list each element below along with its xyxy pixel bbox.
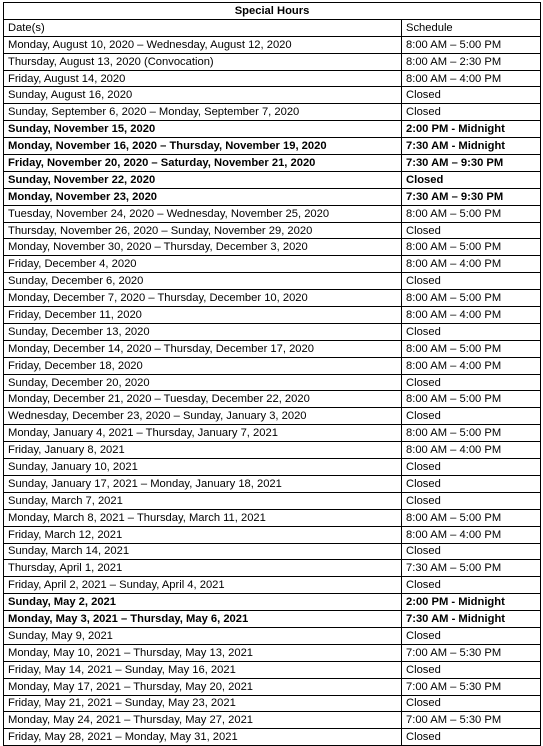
table-row: [4, 627, 541, 644]
schedule-cell: 8:00 AM – 2:30 PM: [402, 53, 541, 70]
schedule-cell: 8:00 AM – 4:00 PM: [402, 307, 541, 324]
schedule-cell: 8:00 AM – 5:00 PM: [402, 509, 541, 526]
table-row: [4, 290, 541, 307]
table-row: [4, 155, 541, 172]
table-title-row: [4, 3, 541, 20]
date-cell: Monday, August 10, 2020 – Wednesday, August 12, 2020: [4, 36, 402, 53]
table-row: [4, 526, 541, 543]
schedule-cell: 7:00 AM – 5:30 PM: [402, 712, 541, 729]
schedule-cell: 2:00 PM - Midnight: [402, 594, 541, 611]
date-cell: Sunday, May 9, 2021: [4, 627, 402, 644]
table-row: [4, 543, 541, 560]
table-row: [4, 188, 541, 205]
date-cell: Sunday, March 14, 2021: [4, 543, 402, 560]
table-row: [4, 87, 541, 104]
schedule-cell: Closed: [402, 273, 541, 290]
table-row: [4, 611, 541, 628]
table-row: [4, 53, 541, 70]
schedule-cell: 8:00 AM – 4:00 PM: [402, 526, 541, 543]
schedule-cell: 8:00 AM – 5:00 PM: [402, 36, 541, 53]
schedule-cell: Closed: [402, 408, 541, 425]
schedule-cell: 8:00 AM – 5:00 PM: [402, 205, 541, 222]
date-cell: Sunday, May 2, 2021: [4, 594, 402, 611]
schedule-cell: Closed: [402, 661, 541, 678]
special-hours-table: [3, 2, 541, 746]
schedule-cell: 8:00 AM – 5:00 PM: [402, 340, 541, 357]
schedule-cell: Closed: [402, 577, 541, 594]
schedule-cell: 8:00 AM – 5:00 PM: [402, 290, 541, 307]
table-body: [4, 36, 541, 745]
date-cell: Monday, December 21, 2020 – Tuesday, December 22, 2020: [4, 391, 402, 408]
date-cell: Sunday, January 10, 2021: [4, 459, 402, 476]
date-cell: Friday, December 18, 2020: [4, 357, 402, 374]
date-cell: Monday, November 30, 2020 – Thursday, December 3, 2020: [4, 239, 402, 256]
table-row: [4, 138, 541, 155]
table-row: [4, 408, 541, 425]
date-cell: Monday, December 14, 2020 – Thursday, December 17, 2020: [4, 340, 402, 357]
table-row: [4, 442, 541, 459]
schedule-cell: Closed: [402, 323, 541, 340]
date-cell: Friday, August 14, 2020: [4, 70, 402, 87]
date-cell: Friday, November 20, 2020 – Saturday, November 21, 2020: [4, 155, 402, 172]
date-cell: Friday, December 11, 2020: [4, 307, 402, 324]
schedule-cell: 8:00 AM – 5:00 PM: [402, 391, 541, 408]
schedule-cell: Closed: [402, 492, 541, 509]
table-row: [4, 577, 541, 594]
schedule-cell: 7:00 AM – 5:30 PM: [402, 678, 541, 695]
schedule-cell: Closed: [402, 222, 541, 239]
date-cell: Friday, December 4, 2020: [4, 256, 402, 273]
table-row: [4, 459, 541, 476]
date-cell: Monday, January 4, 2021 – Thursday, January 7, 2021: [4, 425, 402, 442]
date-cell: Monday, November 23, 2020: [4, 188, 402, 205]
table-row: [4, 121, 541, 138]
table-row: [4, 644, 541, 661]
table-row: [4, 374, 541, 391]
table-row: [4, 340, 541, 357]
date-cell: Monday, May 10, 2021 – Thursday, May 13, 2021: [4, 644, 402, 661]
schedule-cell: 8:00 AM – 5:00 PM: [402, 425, 541, 442]
schedule-cell: 8:00 AM – 4:00 PM: [402, 256, 541, 273]
date-cell: Friday, March 12, 2021: [4, 526, 402, 543]
table-row: [4, 425, 541, 442]
table-row: [4, 323, 541, 340]
table-row: [4, 222, 541, 239]
schedule-cell: 7:30 AM – 5:00 PM: [402, 560, 541, 577]
table-header-row: [4, 19, 541, 36]
date-cell: Wednesday, December 23, 2020 – Sunday, January 3, 2020: [4, 408, 402, 425]
date-cell: Sunday, August 16, 2020: [4, 87, 402, 104]
table-row: [4, 594, 541, 611]
schedule-cell: 7:30 AM - Midnight: [402, 138, 541, 155]
schedule-cell: 7:30 AM - Midnight: [402, 611, 541, 628]
column-header-schedule: Schedule: [402, 19, 541, 36]
date-cell: Friday, May 14, 2021 – Sunday, May 16, 2021: [4, 661, 402, 678]
date-cell: Monday, March 8, 2021 – Thursday, March 11, 2021: [4, 509, 402, 526]
date-cell: Friday, May 21, 2021 – Sunday, May 23, 2021: [4, 695, 402, 712]
table-row: [4, 70, 541, 87]
table-row: [4, 273, 541, 290]
schedule-cell: Closed: [402, 627, 541, 644]
table-row: [4, 357, 541, 374]
schedule-cell: Closed: [402, 695, 541, 712]
schedule-cell: 2:00 PM - Midnight: [402, 121, 541, 138]
date-cell: Sunday, December 6, 2020: [4, 273, 402, 290]
table-row: [4, 171, 541, 188]
schedule-cell: Closed: [402, 459, 541, 476]
date-cell: Monday, May 17, 2021 – Thursday, May 20, 2021: [4, 678, 402, 695]
schedule-cell: Closed: [402, 729, 541, 746]
date-cell: Thursday, November 26, 2020 – Sunday, November 29, 2020: [4, 222, 402, 239]
schedule-cell: Closed: [402, 475, 541, 492]
date-cell: Sunday, November 15, 2020: [4, 121, 402, 138]
schedule-cell: 7:00 AM – 5:30 PM: [402, 644, 541, 661]
table-row: [4, 695, 541, 712]
schedule-cell: Closed: [402, 543, 541, 560]
date-cell: Sunday, March 7, 2021: [4, 492, 402, 509]
table-row: [4, 729, 541, 746]
table-row: [4, 509, 541, 526]
table-row: [4, 205, 541, 222]
table-row: [4, 678, 541, 695]
table-row: [4, 307, 541, 324]
table-title: Special Hours: [4, 3, 541, 20]
schedule-cell: Closed: [402, 104, 541, 121]
schedule-cell: Closed: [402, 374, 541, 391]
date-cell: Tuesday, November 24, 2020 – Wednesday, November 25, 2020: [4, 205, 402, 222]
date-cell: Sunday, December 13, 2020: [4, 323, 402, 340]
date-cell: Monday, December 7, 2020 – Thursday, December 10, 2020: [4, 290, 402, 307]
schedule-cell: Closed: [402, 171, 541, 188]
date-cell: Friday, May 28, 2021 – Monday, May 31, 2021: [4, 729, 402, 746]
date-cell: Monday, November 16, 2020 – Thursday, November 19, 2020: [4, 138, 402, 155]
date-cell: Sunday, January 17, 2021 – Monday, January 18, 2021: [4, 475, 402, 492]
date-cell: Thursday, August 13, 2020 (Convocation): [4, 53, 402, 70]
date-cell: Friday, January 8, 2021: [4, 442, 402, 459]
table-row: [4, 256, 541, 273]
schedule-cell: Closed: [402, 87, 541, 104]
table-row: [4, 661, 541, 678]
table-row: [4, 560, 541, 577]
schedule-cell: 7:30 AM – 9:30 PM: [402, 155, 541, 172]
date-cell: Sunday, December 20, 2020: [4, 374, 402, 391]
date-cell: Sunday, November 22, 2020: [4, 171, 402, 188]
schedule-cell: 7:30 AM – 9:30 PM: [402, 188, 541, 205]
table-row: [4, 712, 541, 729]
date-cell: Sunday, September 6, 2020 – Monday, September 7, 2020: [4, 104, 402, 121]
table-row: [4, 36, 541, 53]
table-row: [4, 104, 541, 121]
date-cell: Monday, May 24, 2021 – Thursday, May 27, 2021: [4, 712, 402, 729]
schedule-cell: 8:00 AM – 4:00 PM: [402, 357, 541, 374]
schedule-cell: 8:00 AM – 4:00 PM: [402, 70, 541, 87]
schedule-cell: 8:00 AM – 4:00 PM: [402, 442, 541, 459]
table-row: [4, 239, 541, 256]
table-row: [4, 391, 541, 408]
table-row: [4, 475, 541, 492]
column-header-dates: Date(s): [4, 19, 402, 36]
date-cell: Thursday, April 1, 2021: [4, 560, 402, 577]
schedule-cell: 8:00 AM – 5:00 PM: [402, 239, 541, 256]
date-cell: Monday, May 3, 2021 – Thursday, May 6, 2021: [4, 611, 402, 628]
date-cell: Friday, April 2, 2021 – Sunday, April 4, 2021: [4, 577, 402, 594]
table-row: [4, 492, 541, 509]
